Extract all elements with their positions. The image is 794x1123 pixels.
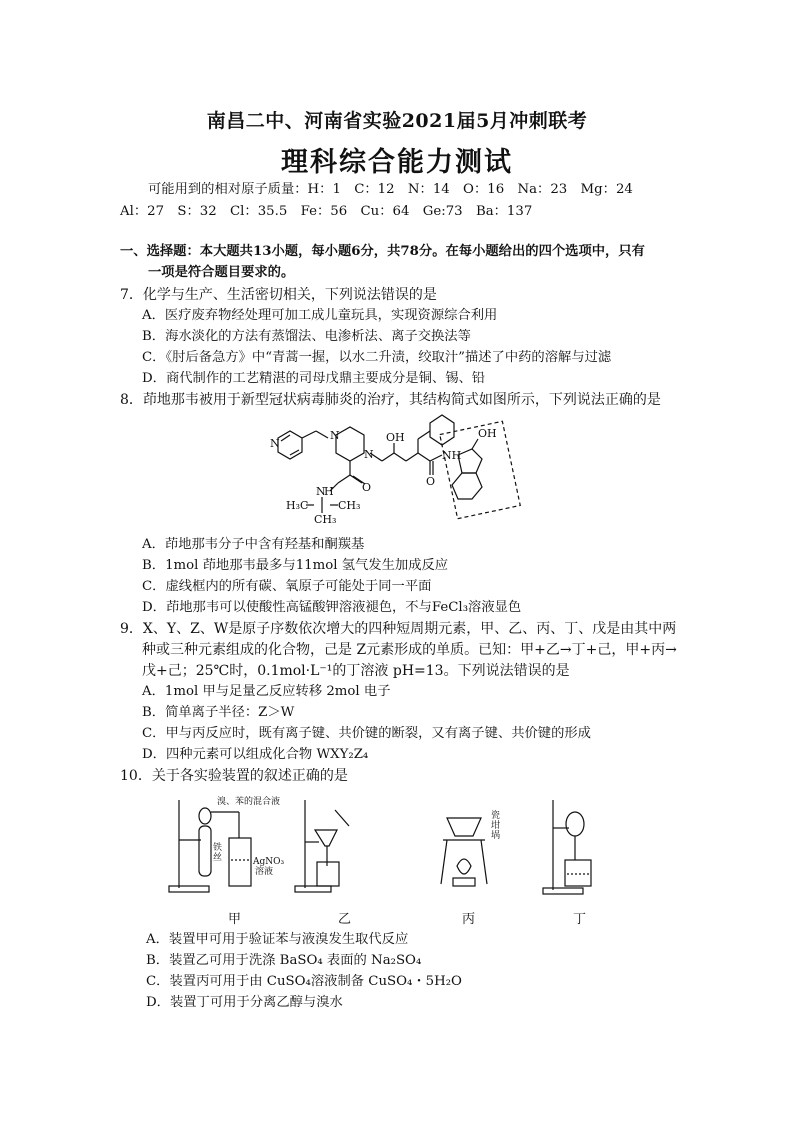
atomic-mass-line-1: 可能用到的相对原子质量：H：1 C：12 N：14 O：16 Na：23 Mg：24 bbox=[148, 182, 633, 197]
q9-option-a: A．1mol 甲与足量乙反应转移 2mol 电子 bbox=[142, 684, 391, 699]
atomic-mass-line-2: Al：27 S：32 Cl：35.5 Fe：56 Cu：64 Ge:73 Ba：137 bbox=[120, 204, 533, 219]
wash-bottle-b bbox=[335, 810, 349, 826]
q7-option-b: B．海水淡化的方法有蒸馏法、电渗析法、离子交换法等 bbox=[142, 329, 471, 344]
section-instruction-line-2: 一项是符合题目要求的。 bbox=[148, 265, 295, 280]
ch3-bottom-label: CH₃ bbox=[314, 513, 337, 526]
piperazine-n-right-label: N bbox=[364, 448, 374, 461]
q8-option-a: A．茚地那韦分子中含有羟基和酮羰基 bbox=[142, 537, 365, 552]
agno3-bottle bbox=[229, 838, 251, 886]
oh-label: OH bbox=[386, 431, 405, 444]
q7-stem: 7．化学与生产、生活密切相关，下列说法错误的是 bbox=[120, 287, 437, 303]
q9-option-b: B．简单离子半径：Z＞W bbox=[142, 705, 295, 720]
section-instruction-line-1: 一、选择题：本大题共13小题，每小题6分，共78分。在每小题给出的四个选项中，只有 bbox=[120, 244, 645, 259]
flame-c bbox=[457, 859, 471, 874]
mixture-label: 溴、苯的混合液 bbox=[217, 797, 281, 807]
lamp-c bbox=[453, 878, 475, 886]
caption-yi: 乙 bbox=[338, 912, 352, 927]
q8-option-b: B．1mol 茚地那韦最多与11mol 氢气发生加成反应 bbox=[142, 558, 449, 573]
dropping-funnel-a bbox=[199, 808, 211, 824]
q10-option-b: B．装置乙可用于洗涤 BaSO₄ 表面的 Na₂SO₄ bbox=[146, 953, 422, 968]
funnel-b bbox=[315, 830, 337, 846]
stand-base-b bbox=[295, 886, 331, 892]
q9-option-c: C．甲与丙反应时，既有离子键、共价键的断裂，又有离子键、共价键的形成 bbox=[142, 726, 591, 741]
h3c-label: H₃C bbox=[286, 499, 309, 512]
q7-option-d: D．商代制作的工艺精湛的司母戊鼎主要成分是铜、锡、铅 bbox=[142, 371, 486, 386]
crucible-label-2: 坩 bbox=[491, 821, 501, 831]
stand-base-a bbox=[169, 886, 209, 892]
benzene-ring bbox=[430, 415, 454, 445]
q9-option-d: D．四种元素可以组成化合物 WXY₂Z₄ bbox=[142, 747, 369, 762]
q10-option-a: A．装置甲可用于验证苯与液溴发生取代反应 bbox=[146, 932, 409, 947]
q9-stem-line-1: 9．X、Y、Z、W是原子序数依次增大的四种短周期元素，甲、乙、丙、丁、戊是由其中两 bbox=[120, 621, 677, 637]
q10-stem: 10．关于各实验装置的叙述正确的是 bbox=[120, 768, 348, 784]
q8-stem: 8．茚地那韦被用于新型冠状病毒肺炎的治疗，其结构简式如图所示，下列说法正确的是 bbox=[120, 392, 661, 408]
piperazine-ring bbox=[336, 427, 364, 461]
q9-stem-line-2: 种或三种元素组成的化合物，己是 Z元素形成的单质。已知：甲+乙→丁+己，甲+丙→ bbox=[142, 642, 677, 658]
h-label: H bbox=[324, 485, 334, 498]
q10-option-c: C．装置丙可用于由 CuSO₄溶液制备 CuSO₄・5H₂O bbox=[146, 974, 462, 989]
reaction-tube-a bbox=[199, 826, 211, 876]
q8-option-d: D．茚地那韦可以使酸性高锰酸钾溶液褪色，不与FeCl₃溶液显色 bbox=[142, 600, 522, 615]
q10-option-d: D．装置丁可用于分离乙醇与溴水 bbox=[146, 995, 343, 1010]
separatory-funnel-d bbox=[566, 812, 584, 836]
wire-label: 丝 bbox=[213, 853, 223, 863]
indane-benzene-ring bbox=[452, 473, 482, 499]
q7-option-a: A．医疗废弃物经处理可加工成儿童玩具，实现资源综合利用 bbox=[142, 308, 498, 323]
ch3-right-label: CH₃ bbox=[338, 499, 361, 512]
solution-label: 溶液 bbox=[255, 867, 274, 877]
beaker-b bbox=[317, 862, 339, 886]
caption-bing: 丙 bbox=[462, 912, 476, 927]
q7-option-c: C．《肘后备急方》中“青蒿一握，以水二升渍，绞取汁”描述了中药的溶解与过滤 bbox=[142, 350, 612, 365]
beaker-d bbox=[565, 860, 591, 886]
exam-title: 南昌二中、河南省实验2021届5月冲刺联考 bbox=[206, 110, 588, 132]
q9-stem-line-3: 戊+己；25℃时，0.1mol·L⁻¹的丁溶液 pH=13。下列说法错误的是 bbox=[142, 663, 570, 679]
subject-title: 理科综合能力测试 bbox=[281, 147, 513, 178]
amide-nh-left-label: N bbox=[316, 485, 326, 498]
caption-jia: 甲 bbox=[228, 912, 242, 927]
apparatus-figure bbox=[165, 790, 605, 902]
agno3-label: AgNO₃ bbox=[253, 857, 285, 867]
amide-o-right-label: O bbox=[426, 475, 436, 488]
stand-base-d bbox=[543, 888, 583, 894]
q8-option-c: C．虚线框内的所有碳、氧原子可能处于同一平面 bbox=[142, 579, 432, 594]
indinavir-structure-figure bbox=[258, 413, 528, 529]
nh-label: NH bbox=[442, 449, 462, 462]
indane-oh-label: OH bbox=[478, 427, 497, 440]
pyridine-n-label: N bbox=[270, 437, 280, 450]
indane-five-ring bbox=[458, 449, 482, 473]
piperazine-n-top-label: N bbox=[330, 429, 340, 442]
crucible-label-1: 瓷 bbox=[491, 811, 501, 821]
caption-ding: 丁 bbox=[573, 912, 587, 927]
crucible-c bbox=[447, 818, 481, 836]
amide-o-left-label: O bbox=[362, 481, 372, 494]
iron-label: 铁 bbox=[213, 843, 223, 853]
crucible-label-3: 埚 bbox=[491, 831, 501, 841]
